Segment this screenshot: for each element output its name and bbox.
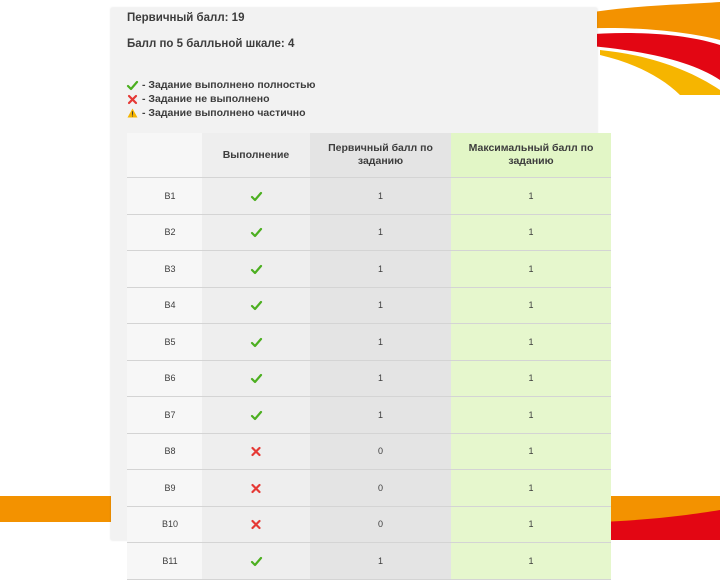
header-task (127, 133, 202, 178)
max-score-cell: 1 (451, 287, 611, 324)
max-score-cell: 1 (451, 178, 611, 215)
primary-score-cell: 1 (310, 397, 451, 434)
cross-icon (251, 484, 261, 493)
task-id: B10 (127, 506, 202, 543)
header-max-score: Максимальный балл по заданию (451, 133, 611, 178)
status-cell (202, 360, 310, 397)
status-cell (202, 287, 310, 324)
primary-score-cell: 0 (310, 433, 451, 470)
check-icon (251, 192, 262, 201)
legend-label-failed: - Задание не выполнено (142, 93, 270, 105)
status-cell (202, 543, 310, 580)
check-icon (251, 557, 262, 566)
cross-icon (251, 447, 261, 456)
task-id: B6 (127, 360, 202, 397)
primary-score-cell: 1 (310, 251, 451, 288)
primary-score-cell: 1 (310, 324, 451, 361)
warning-icon (127, 108, 138, 118)
task-id: B5 (127, 324, 202, 361)
task-id: B1 (127, 178, 202, 215)
task-id: B11 (127, 543, 202, 580)
legend-item-failed (127, 92, 316, 106)
primary-score-cell: 0 (310, 506, 451, 543)
table-row (127, 178, 611, 215)
max-score-cell: 1 (451, 433, 611, 470)
table-row (127, 214, 611, 251)
max-score-cell: 1 (451, 506, 611, 543)
legend-item-complete (127, 78, 316, 92)
cross-icon (127, 95, 138, 104)
check-icon (251, 265, 262, 274)
table-row (127, 324, 611, 361)
check-icon (251, 228, 262, 237)
table-row (127, 543, 611, 580)
status-cell (202, 178, 310, 215)
table-row (127, 251, 611, 288)
task-id: B9 (127, 470, 202, 507)
primary-score: Первичный балл: 19 (127, 12, 245, 24)
status-cell (202, 506, 310, 543)
check-icon (251, 301, 262, 310)
max-score-cell: 1 (451, 251, 611, 288)
task-id: B8 (127, 433, 202, 470)
table-row (127, 433, 611, 470)
legend-label-complete: - Задание выполнено полностью (142, 79, 316, 91)
table-row (127, 287, 611, 324)
status-cell (202, 324, 310, 361)
max-score-cell: 1 (451, 470, 611, 507)
primary-score-cell: 1 (310, 178, 451, 215)
table-row (127, 360, 611, 397)
primary-score-cell: 1 (310, 214, 451, 251)
check-icon (127, 81, 138, 90)
status-cell (202, 214, 310, 251)
check-icon (251, 338, 262, 347)
table-row (127, 470, 611, 507)
table-row (127, 397, 611, 434)
header-status: Выполнение (202, 133, 310, 178)
task-id: B2 (127, 214, 202, 251)
check-icon (251, 411, 262, 420)
primary-score-cell: 1 (310, 543, 451, 580)
legend (127, 78, 316, 120)
results-panel (111, 8, 597, 566)
legend-item-partial (127, 106, 316, 120)
task-id: B4 (127, 287, 202, 324)
status-cell (202, 433, 310, 470)
check-icon (251, 374, 262, 383)
max-score-cell: 1 (451, 397, 611, 434)
table-row (127, 506, 611, 543)
task-id: B7 (127, 397, 202, 434)
max-score-cell: 1 (451, 360, 611, 397)
status-cell (202, 251, 310, 288)
task-id: B3 (127, 251, 202, 288)
primary-score-cell: 0 (310, 470, 451, 507)
five-point-score: Балл по 5 балльной шкале: 4 (127, 38, 295, 50)
status-cell (202, 470, 310, 507)
cross-icon (251, 520, 261, 529)
results-table (127, 133, 611, 580)
legend-label-partial: - Задание выполнено частично (142, 107, 306, 119)
max-score-cell: 1 (451, 214, 611, 251)
status-cell (202, 397, 310, 434)
max-score-cell: 1 (451, 543, 611, 580)
max-score-cell: 1 (451, 324, 611, 361)
header-primary-score: Первичный балл по заданию (310, 133, 451, 178)
table-header-row (127, 133, 611, 178)
primary-score-cell: 1 (310, 287, 451, 324)
primary-score-cell: 1 (310, 360, 451, 397)
